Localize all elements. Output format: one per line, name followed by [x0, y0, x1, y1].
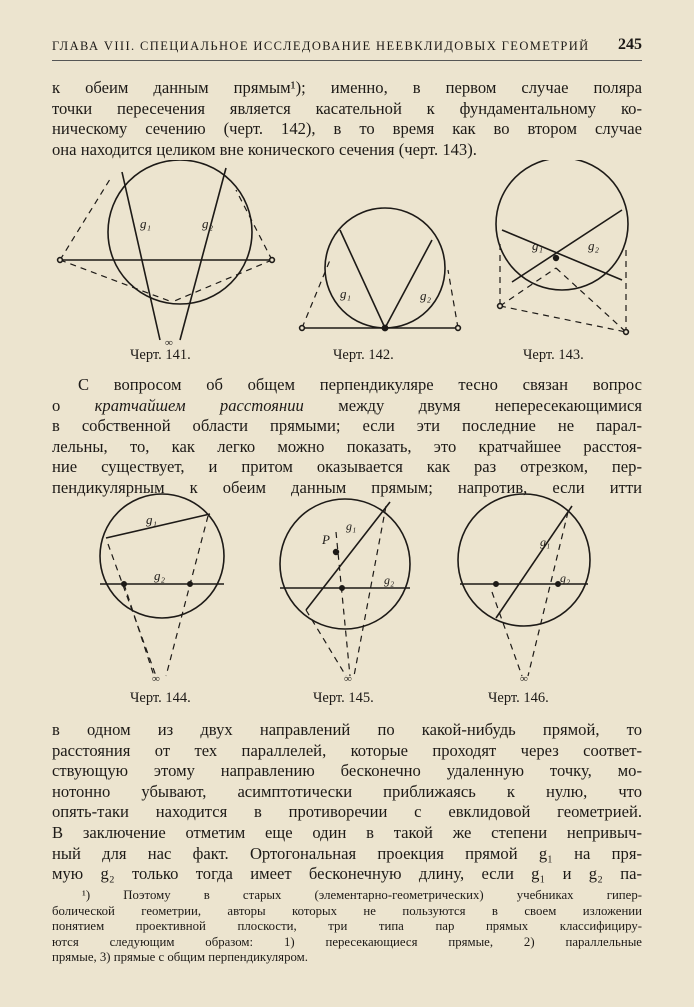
dashed-line — [306, 610, 346, 676]
figure-145 — [280, 499, 410, 676]
point — [300, 326, 305, 331]
caption-fig-141: Черт. 141. — [130, 347, 191, 363]
fundamental-conic — [108, 160, 252, 304]
text-line: В заключение отметим еще один в такой же степени непривыч- — [52, 822, 642, 842]
dashed-line — [492, 592, 522, 676]
label-g2: g₂ — [560, 571, 571, 585]
text-line: она находится целиком вне конического сечения (черт. 143). — [52, 139, 477, 159]
line-g1 — [106, 514, 210, 538]
footnote — [52, 888, 642, 966]
label-g2: g₂ — [154, 568, 166, 583]
text-line: ный для нас факт. Ортогональная проекция прямой g₁ на пря- — [52, 843, 642, 863]
polar-dashed — [500, 306, 626, 332]
caption-fig-144: Черт. 144. — [130, 690, 191, 706]
point — [188, 582, 192, 586]
figure-143 — [496, 160, 628, 334]
line-g1 — [502, 230, 622, 280]
point-P — [334, 550, 339, 555]
dashed-line — [354, 506, 386, 676]
label-g1: g₁ — [540, 535, 551, 549]
fundamental-conic — [496, 160, 628, 290]
label-g1: g₁ — [346, 519, 357, 533]
point — [270, 258, 275, 263]
label-g2: g₂ — [384, 573, 395, 587]
text-fragment: о — [52, 395, 95, 415]
caption-fig-143: Черт. 143. — [523, 347, 584, 363]
paragraph-1 — [52, 78, 642, 160]
figure-144 — [100, 494, 224, 676]
label-P: P — [322, 532, 330, 547]
infinity-label: ∞ — [165, 337, 173, 349]
line-g2 — [180, 168, 226, 340]
infinity-label: ∞ — [152, 673, 160, 685]
fundamental-conic — [458, 494, 590, 626]
dashed-line — [166, 516, 208, 676]
footnote-line: ются следующим образом: 1) пересекающиеся прямые, 2) параллельные — [52, 934, 642, 949]
label-g1: g₁ — [146, 512, 158, 527]
text-line: ние существует, и притом оказывается как раз отрезком, пер- — [52, 457, 642, 477]
footnote-line: прямые, 3) прямые с общим перпендикуляром. — [52, 950, 308, 965]
caption-fig-145: Черт. 145. — [313, 690, 374, 706]
label-g2: g₂ — [202, 216, 214, 231]
point — [494, 582, 498, 586]
paragraph-2 — [52, 375, 642, 499]
label-g1: g₁ — [532, 238, 544, 253]
figure-142 — [300, 208, 461, 331]
label-g1: g₁ — [340, 286, 352, 301]
line-g2 — [385, 240, 432, 328]
text-line: точки пересечения является касательной к фундаментальному ко- — [52, 98, 642, 118]
text-line: С вопросом об общем перпендикуляре тесно связан вопрос — [78, 375, 642, 394]
point — [624, 330, 629, 335]
tangent-dashed — [60, 176, 112, 260]
infinity-label: ∞ — [520, 673, 528, 685]
figures-row-2 — [40, 492, 660, 687]
paragraph-3 — [52, 720, 642, 885]
infinity-label: ∞ — [344, 673, 352, 685]
point — [498, 304, 503, 309]
line-g1 — [122, 172, 160, 340]
text-line: пендикулярным к обеим данным прямым; напротив, если итти — [52, 477, 642, 497]
dashed-line — [500, 268, 556, 306]
point — [58, 258, 63, 263]
text-line: лельны, то, как легко можно показать, это кратчайшее расстоя- — [52, 436, 642, 456]
intersection-point — [554, 256, 559, 261]
point — [456, 326, 461, 331]
footnote-line: болической геометрии, авторы которых не пользуются в своем изложении — [52, 903, 642, 918]
label-g2: g₂ — [588, 238, 600, 253]
dashed-line — [124, 584, 154, 676]
figures-row-1 — [40, 160, 660, 360]
dashed-line — [172, 260, 272, 302]
text-line: нотонно убывают, асимптотически приближаясь к нулю, что — [52, 781, 642, 801]
caption-fig-142: Черт. 142. — [333, 347, 394, 363]
text-line: мую g₂ только тогда имеет бесконечную длину, если g₁ и g₂ па- — [52, 864, 642, 884]
tangent-dashed — [448, 270, 458, 328]
page-number: 245 — [618, 36, 642, 53]
fundamental-conic — [280, 499, 410, 629]
text-fragment: между двумя непересекающимися — [303, 395, 643, 415]
point — [122, 582, 126, 586]
line-g1 — [496, 506, 572, 618]
point — [340, 586, 344, 590]
label-g1: g₁ — [140, 216, 152, 231]
text-line: ствующую этому направлению бесконечно удаленную точку, мо- — [52, 761, 642, 781]
text-line: в собственной области прямыми; если эти последние не парал- — [52, 416, 642, 436]
text-line: опять-таки находится в противоречии с евклидовой геометрией. — [52, 802, 642, 822]
text-line — [52, 396, 642, 417]
text-line: ническому сечению (черт. 142), в то время как во втором случае — [52, 119, 642, 139]
running-header — [52, 36, 642, 56]
text-line: в одном из двух направлений по какой-нибудь прямой, то — [52, 720, 642, 739]
running-title: ГЛАВА VIII. СПЕЦИАЛЬНОЕ ИССЛЕДОВАНИЕ НЕЕВКЛИДОВЫХ ГЕОМЕТРИЙ — [52, 39, 590, 53]
footnote-line: ¹) Поэтому в старых (элементарно-геометрических) учебниках гипер- — [82, 888, 642, 902]
tangent-dashed — [236, 190, 272, 260]
footnote-line: понятием проективной плоскости, три типа пар прямых классифициру- — [52, 919, 642, 934]
label-g2: g₂ — [420, 288, 432, 303]
text-line: к обеим данным прямым¹); именно, в первом случае поляра — [52, 78, 642, 97]
text-line: расстояния от тех параллелей, которые проходят через соответ- — [52, 740, 642, 760]
fundamental-conic — [325, 208, 445, 328]
fundamental-conic — [100, 494, 224, 618]
line-g2 — [512, 210, 622, 282]
caption-fig-146: Черт. 146. — [488, 690, 549, 706]
figure-141 — [58, 160, 275, 340]
header-rule — [52, 60, 642, 61]
emphasized-term: кратчайшем расстоянии — [94, 395, 304, 415]
tangent-point — [382, 325, 387, 330]
figure-146 — [458, 494, 590, 676]
